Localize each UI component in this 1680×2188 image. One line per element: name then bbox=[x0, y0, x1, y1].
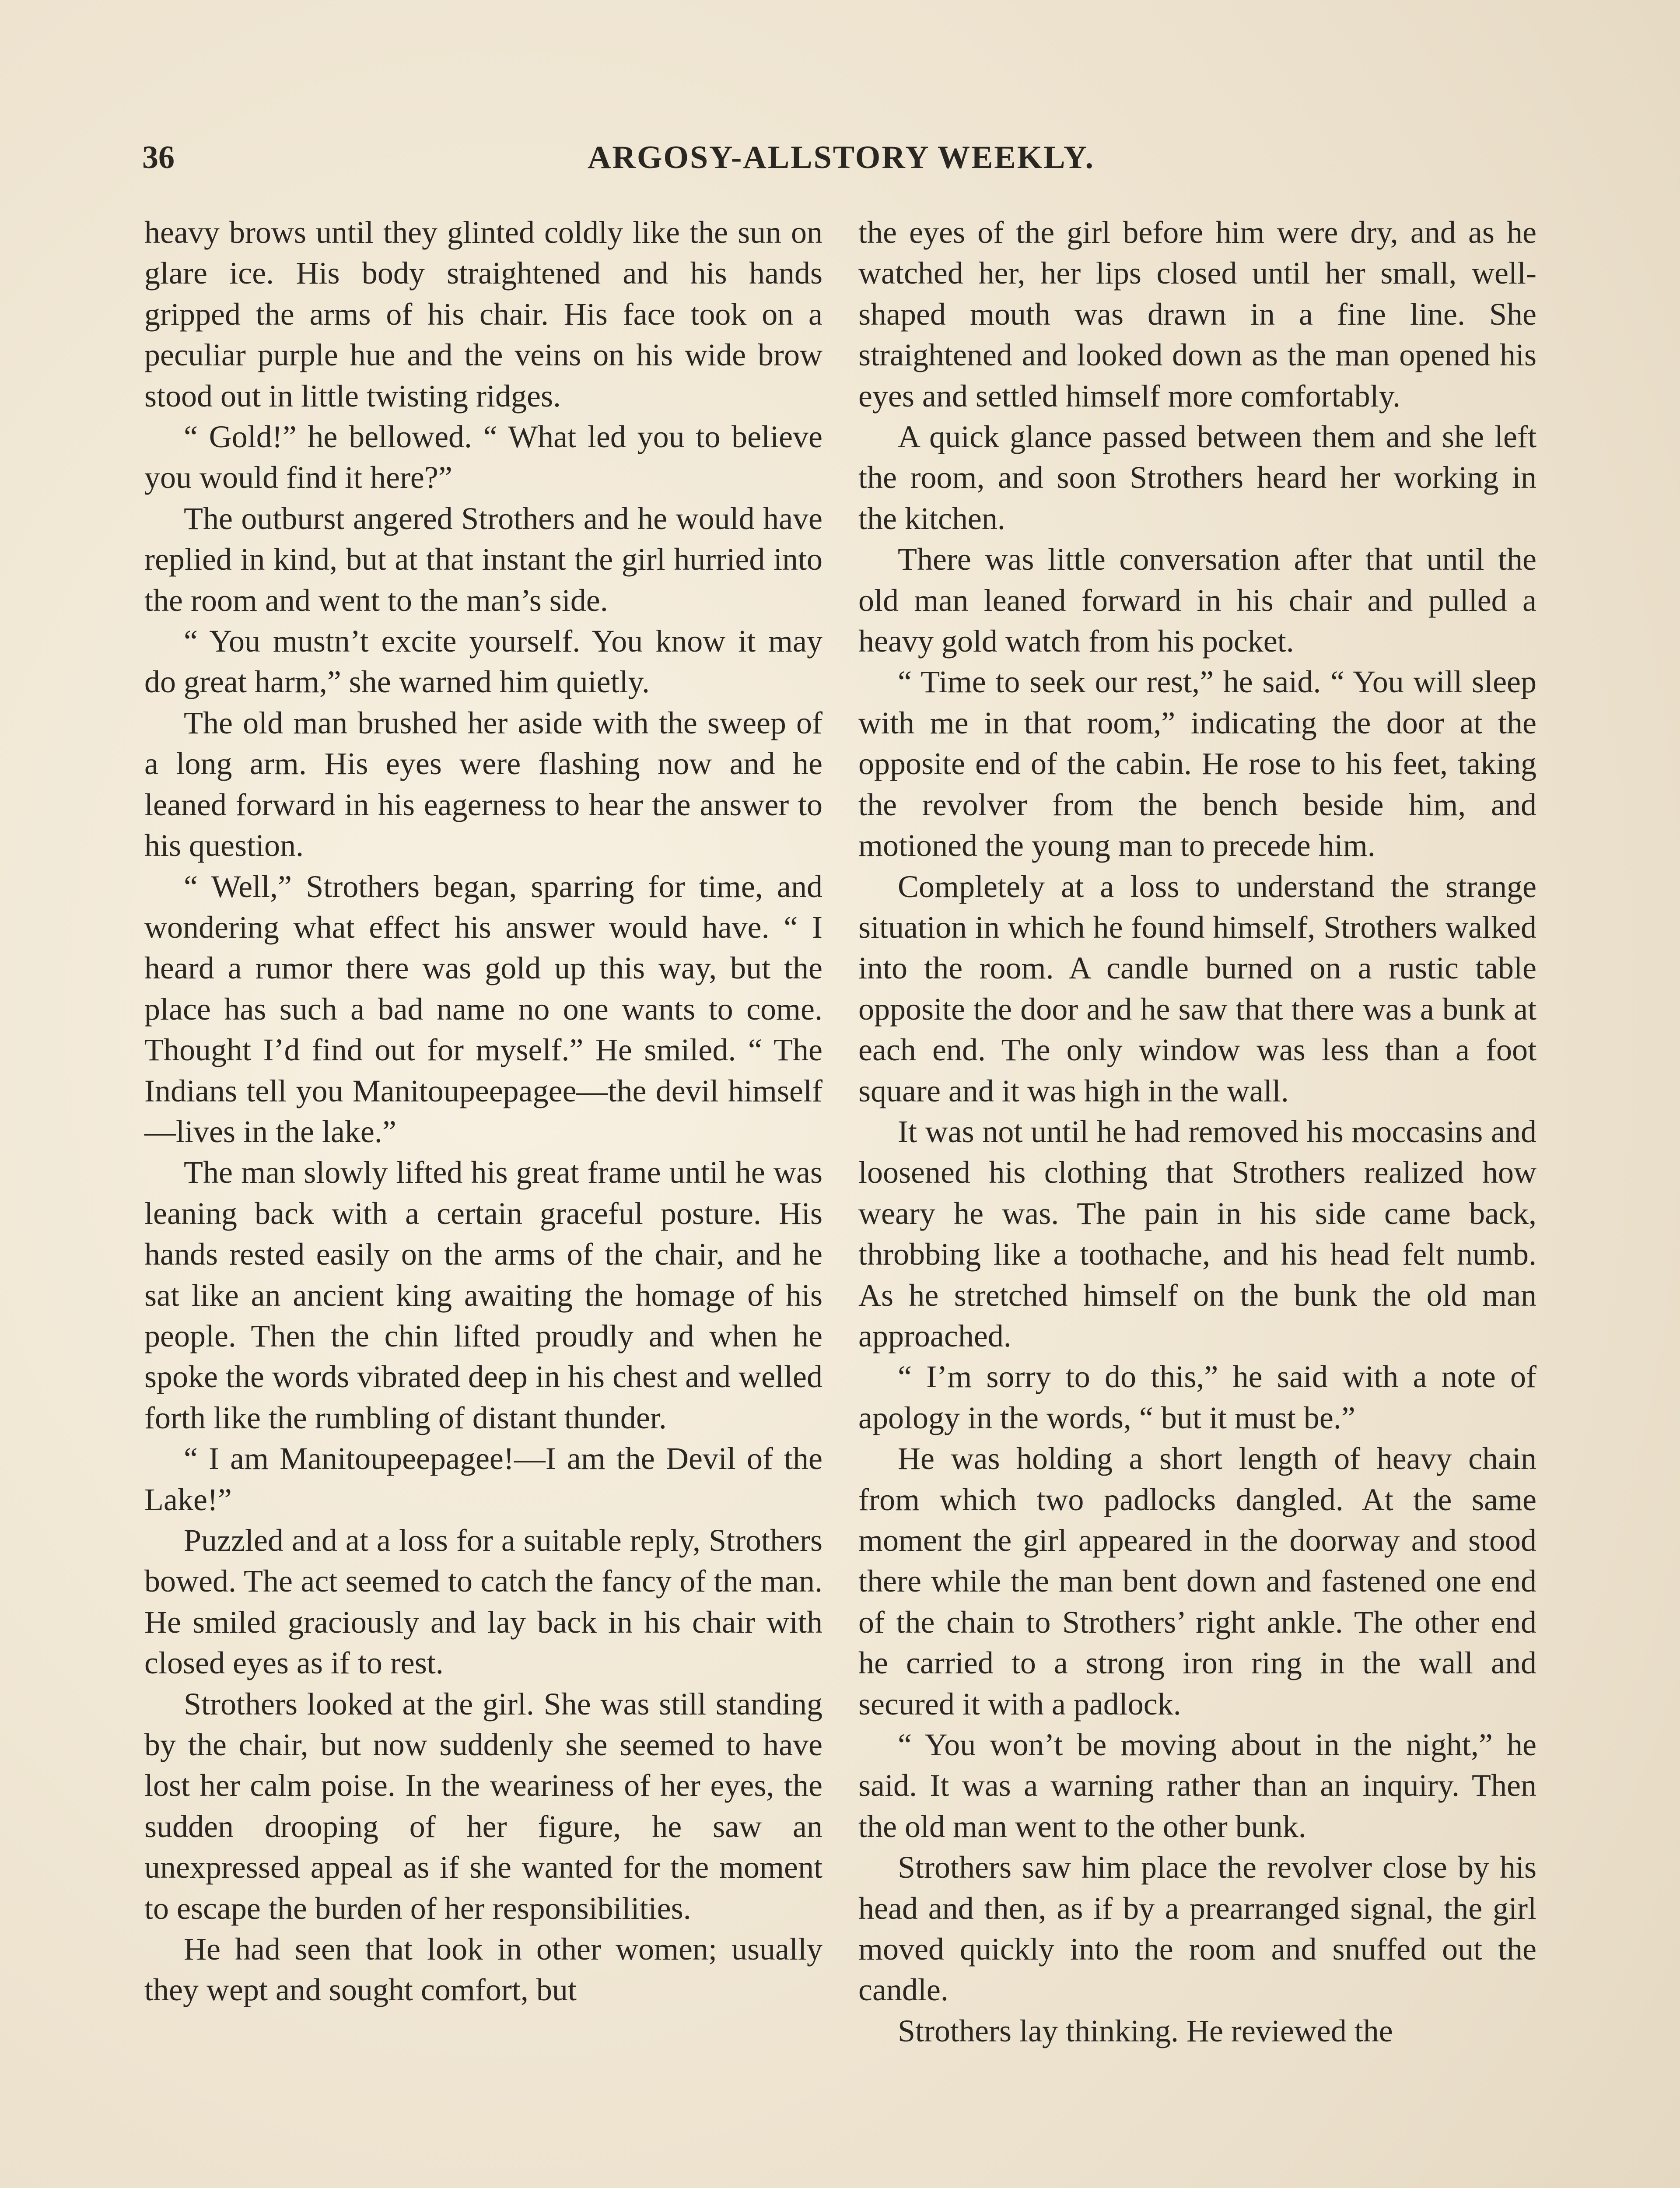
paragraph: He had seen that look in other women; usually they wept and sought comfort, but bbox=[144, 1932, 822, 2008]
paragraph: It was not until he had removed his moccasins and loosened his clothing that Strothers realized how weary he was. The pain in his side came back, throbbing like a toothache, and his head felt numb. As he stretched himself on the bunk the old man approached. bbox=[858, 1114, 1536, 1353]
paragraph: A quick glance passed between them and she left the room, and soon Strothers heard her working in the kitchen. bbox=[858, 419, 1536, 536]
paragraph: “ I’m sorry to do this,” he said with a note of apology in the words, “ but it must be.” bbox=[858, 1359, 1536, 1435]
paragraph: Strothers looked at the girl. She was still standing by the chair, but now suddenly she seemed to have lost her calm poise. In the weariness of her eyes, the sudden drooping of her figure, he saw an unexpressed appeal as if she wanted for the moment to escape the burden of her responsibilities. bbox=[144, 1686, 822, 1926]
page-number: 36 bbox=[142, 140, 175, 175]
paragraph: heavy brows until they glinted coldly like the sun on glare ice. His body straightened and his hands gripped the arms of his chair. His face took on a peculiar purple hue and the veins on his wide brow stood out in little twisting ridges. bbox=[144, 215, 822, 414]
left-column bbox=[144, 212, 822, 2011]
paragraph: Strothers lay thinking. He reviewed the bbox=[898, 2013, 1393, 2048]
paragraph: “ Time to seek our rest,” he said. “ You will sleep with me in that room,” indicating the door at the opposite end of the cabin. He rose to his feet, taking the revolver from the bench beside him, and motioned the young man to precede him. bbox=[858, 664, 1536, 863]
paragraph: The outburst angered Strothers and he would have replied in kind, but at that instant the girl hurried into the room and went to the man’s side. bbox=[144, 501, 822, 618]
paragraph: “ Gold!” he bellowed. “ What led you to believe you would find it here?” bbox=[144, 419, 822, 495]
paragraph: Strothers saw him place the revolver close by his head and then, as if by a prearranged signal, the girl moved quickly into the room and snuffed out the candle. bbox=[858, 1850, 1536, 2008]
paragraph: He was holding a short length of heavy chain from which two padlocks dangled. At the same moment the girl appeared in the doorway and stood there while the man bent down and fastened one end of the chain to Strothers’ right ankle. The other end he carried to a strong iron ring in the wall and secured it with a padlock. bbox=[858, 1441, 1536, 1722]
paragraph: The man slowly lifted his great frame until he was leaning back with a certain graceful posture. His hands rested easily on the arms of the chair, and he sat like an ancient king awaiting the homage of his people. Then the chin lifted proudly and when he spoke the words vibrated deep in his chest and welled forth like the rumbling of distant thunder. bbox=[144, 1155, 822, 1435]
paragraph: “ Well,” Strothers began, sparring for time, and wondering what effect his answer would have. “ I heard a rumor there was gold up this way, but the place has such a bad name no one wants to come. Thought I’d find out for myself.” He smiled. “ The Indians tell you Manitoupeepagee—the devil himself—lives in the lake.” bbox=[144, 869, 822, 1149]
running-title: ARGOSY-ALLSTORY WEEKLY. bbox=[587, 140, 1095, 175]
paragraph: “ You mustn’t excite yourself. You know it may do great harm,” she warned him quietly. bbox=[144, 624, 822, 700]
page-header bbox=[142, 131, 1540, 193]
right-column bbox=[858, 212, 1536, 2051]
paragraph: Completely at a loss to understand the strange situation in which he found himself, Strothers walked into the room. A candle burned on a rustic table opposite the door and he saw that there was a bunk at each end. The only window was less than a foot square and it was high in the wall. bbox=[858, 869, 1536, 1108]
paragraph: “ I am Manitoupeepagee!—I am the Devil of the Lake!” bbox=[144, 1441, 822, 1517]
paragraph: “ You won’t be moving about in the night,” he said. It was a warning rather than an inquiry. Then the old man went to the other bunk. bbox=[858, 1727, 1536, 1844]
paragraph: There was little conversation after that until the old man leaned forward in his chair and pulled a heavy gold watch from his pocket. bbox=[858, 542, 1536, 659]
paragraph: Puzzled and at a loss for a suitable reply, Strothers bowed. The act seemed to catch the fancy of the man. He smiled graciously and lay back in his chair with closed eyes as if to rest. bbox=[144, 1523, 822, 1681]
paragraph: The old man brushed her aside with the sweep of a long arm. His eyes were flashing now and he leaned forward in his eagerness to hear the answer to his question. bbox=[144, 705, 822, 863]
paragraph: the eyes of the girl before him were dry, and as he watched her, her lips closed until her small, well-shaped mouth was drawn in a fine line. She straightened and looked down as the man opened his eyes and settled himself more comfortably. bbox=[858, 215, 1536, 414]
